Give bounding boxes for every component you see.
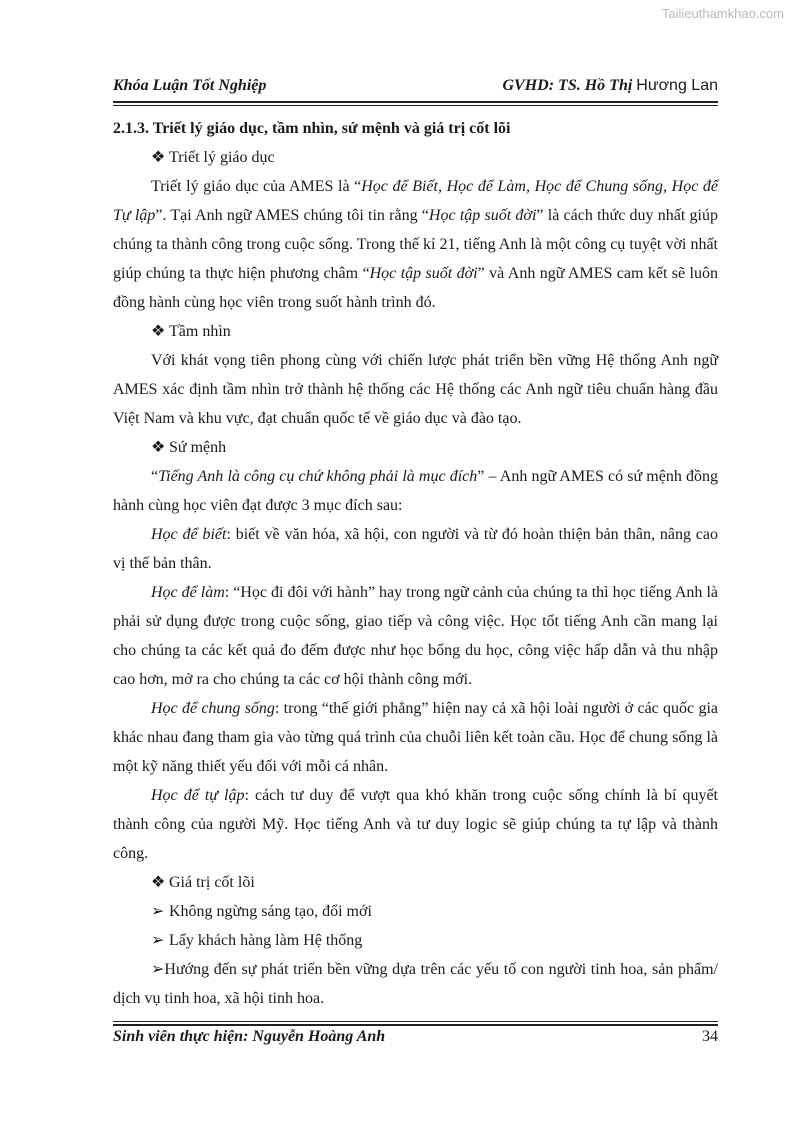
text-run: : biết về văn hóa, xã hội, con người và từ đó hoàn thiện bản thân, nâng cao vị thế bản thân. [113,526,719,572]
mission-self-paragraph [113,781,718,868]
header-advisor-name: Hương Lan [636,77,718,94]
header-advisor [503,77,719,95]
document-body [113,114,718,1013]
italic-run: Học để chung sống [151,700,275,717]
philosophy-heading-text: Triết lý giáo dục [169,149,275,166]
header-divider [113,101,718,106]
footer-student: Sinh viên thực hiện: Nguyễn Hoàng Anh [113,1028,386,1045]
italic-run: Học để biết [151,526,227,543]
italic-run: Tiếng Anh là công cụ chứ không phải là mục đích [158,468,478,485]
diamond-bullet-icon: ❖ [151,439,166,456]
core-value-item [113,926,718,955]
diamond-bullet-icon: ❖ [151,874,166,891]
vision-paragraph: Với khát vọng tiên phong cùng với chiến lược phát triển bền vững Hệ thống Anh ngữ AMES xác định tầm nhìn trở thành hệ thống các Hệ thống các Anh ngữ tiêu chuẩn hàng đầu Việt Nam và khu vực, đạt chuẩn quốc tế về giáo dục và đào tạo. [113,352,718,427]
core-value-text: Hướng đến sự phát triển bền vững dựa trên các yếu tố con người tinh hoa, sản phẩm/ dịch vụ tinh hoa, xã hội tinh hoa. [113,961,718,1007]
arrow-bullet-icon: ➢ [151,961,165,978]
core-values-heading-text: Giá trị cốt lõi [169,874,255,891]
italic-run: Học để tự lập [151,787,245,804]
mission-paragraph [113,462,718,520]
core-value-text: Không ngừng sáng tạo, đổi mới [169,903,372,920]
watermark: Tailieuthamkhao.com [661,6,784,21]
italic-run: Học để làm [151,584,225,601]
text-run: Triết lý giáo dục của AMES là “ [151,178,362,195]
vision-heading-text: Tầm nhìn [169,323,231,340]
italic-run: Học để Biết, Học để Làm, Học để Chung sống, Học để Tự lập [113,178,718,224]
header-advisor-bold: GVHD: TS. Hồ Thị [502,77,633,94]
footer-divider [113,1021,718,1026]
section-title: 2.1.3. Triết lý giáo dục, tầm nhìn, sứ mệnh và giá trị cốt lõi [113,120,511,137]
text-run: “ [151,468,159,485]
page-number: 34 [702,1028,718,1045]
vision-heading [113,317,718,346]
mission-know-paragraph [113,520,718,578]
mission-do-paragraph [113,578,718,694]
text-run: : “Học đi đôi với hành” hay trong ngữ cảnh của chúng ta thì học tiếng Anh là phải sử dụng được trong cuộc sống, giao tiếp và công việc. Học tốt tiếng Anh cần mang lại cho chúng ta các kết quả đo đếm được như học bổng du học, công việc hấp dẫn và thu nhập cao hơn, mở ra cho chúng ta các cơ hội thành công mới. [113,584,718,688]
core-values-heading [113,868,718,897]
text-run: ” và Anh ngữ AMES cam kết sẽ luôn đồng hành cùng học viên trong suốt hành trình đó. [113,265,718,311]
arrow-bullet-icon: ➢ [151,932,165,949]
text-run: ” là cách thức duy nhất giúp chúng ta thành công trong cuộc sống. Trong thế kỉ 21, tiếng Anh là một công cụ tuyệt vời nhất giúp chúng ta thực hiện phương châm “ [113,207,718,282]
philosophy-paragraph [113,172,718,317]
core-value-item [113,955,718,1013]
text-run: : cách tư duy để vượt qua khó khăn trong cuộc sống chính là bí quyết thành công của người Mỹ. Học tiếng Anh và tư duy logic sẽ giúp chúng ta tự lập và thành công. [113,787,719,862]
diamond-bullet-icon: ❖ [151,149,166,166]
arrow-bullet-icon: ➢ [151,903,165,920]
italic-run: Học tập suốt đời [428,207,537,224]
core-value-text: Lấy khách hàng làm Hệ thống [169,932,363,949]
mission-heading-text: Sứ mệnh [169,439,227,456]
text-run: : trong “thế giới phẳng” hiện nay cả xã hội loài người ở các quốc gia khác nhau đang tham gia vào từng quá trình của chuỗi liên kết toàn cầu. Học để chung sống là một kỹ năng thiết yếu đối với mỗi cá nhân. [113,700,718,775]
italic-run: Học tập suốt đời [369,265,478,282]
core-value-item [113,897,718,926]
mission-live-paragraph [113,694,718,781]
header-thesis-title: Khóa Luận Tốt Nghiệp [113,77,267,94]
page-header [113,77,718,99]
diamond-bullet-icon: ❖ [151,323,166,340]
text-run: ” – Anh ngữ AMES có sứ mệnh đồng hành cùng học viên đạt được 3 mục đích sau: [113,468,719,514]
mission-heading [113,433,718,462]
philosophy-heading [113,143,718,172]
text-run: ”. Tại Anh ngữ AMES chúng tôi tin rằng “ [155,207,429,224]
